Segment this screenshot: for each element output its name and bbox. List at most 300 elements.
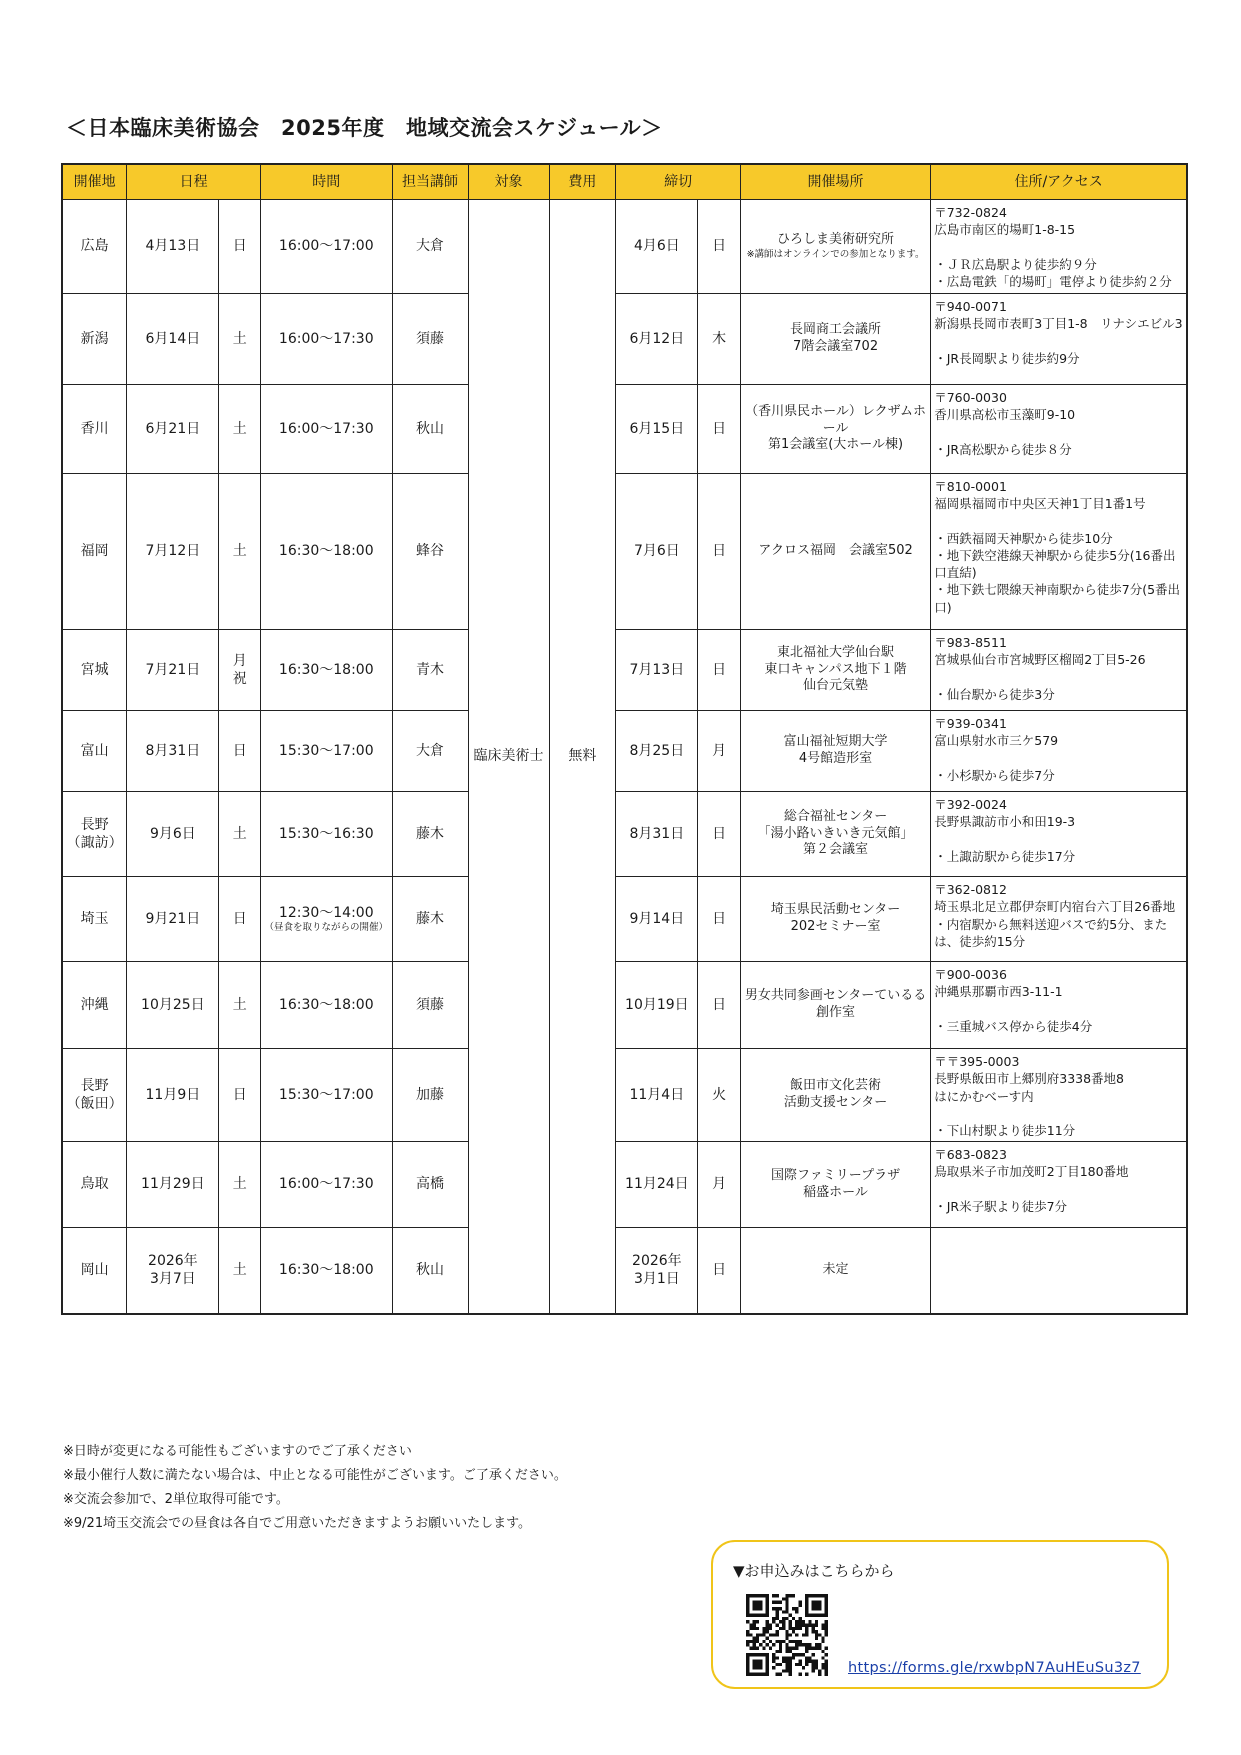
venue-cell [740, 294, 930, 385]
venue-cell [740, 962, 930, 1049]
address-line: ・三重城バス停から徒歩4分 [934, 1018, 1093, 1034]
date-cell [127, 385, 219, 474]
area-sub: （諏訪） [66, 835, 123, 851]
area-cell [62, 711, 127, 792]
event-date: 9月21日 [145, 910, 201, 927]
weekday: 土 [232, 543, 247, 560]
area-cell [62, 294, 127, 385]
event-time: 16:00～17:30 [278, 420, 374, 437]
note-item: ※日時が変更になる可能性もございますのでご了承ください [63, 1444, 412, 1459]
area-cell [62, 1228, 127, 1314]
event-time: 16:30～18:00 [278, 543, 374, 560]
deadline-weekday: 日 [712, 543, 727, 560]
date-cell [127, 1049, 219, 1142]
venue-name: 総合福祉センター [783, 808, 888, 824]
address-line: 〒760-0030 [934, 390, 1007, 405]
schedule-table [61, 163, 1188, 1315]
deadline-weekday-cell [698, 1142, 741, 1228]
time-cell [260, 792, 392, 877]
address-line: 新潟県長岡市表町3丁目1-8 リナシエビル3 [934, 316, 1183, 332]
note-item: ※最小催行人数に満たない場合は、中止となる可能性がございます。ご了承ください。 [63, 1468, 567, 1483]
table-row [62, 294, 1187, 385]
lecturer-name: 藤木 [416, 825, 445, 842]
weekday-cell [219, 474, 261, 630]
target-value: 臨床美術士 [473, 748, 544, 765]
deadline-weekday: 月 [712, 742, 727, 759]
venue-name: 国際ファミリープラザ [771, 1167, 901, 1183]
date-cell [127, 294, 219, 385]
deadline-weekday: 日 [712, 1262, 727, 1279]
weekday-cell [219, 200, 261, 294]
deadline-cell [616, 1142, 698, 1228]
venue-name: 埼玉県民活動センター [770, 902, 901, 918]
venue-cell [740, 474, 930, 630]
weekday: 日 [232, 742, 247, 759]
time-cell [260, 200, 392, 294]
lecturer-cell [392, 474, 468, 630]
lecturer-name: 藤木 [416, 910, 445, 927]
date-cell [127, 877, 219, 962]
venue-cell [740, 200, 930, 294]
deadline-weekday-cell [698, 474, 741, 630]
deadline-weekday: 月 [712, 1176, 727, 1193]
fee-cell [549, 200, 616, 1314]
address-line: ・地下鉄空港線天神駅から徒歩5分(16番出口直結) [934, 547, 1176, 580]
venue-name: 長岡商工会議所 [790, 322, 882, 338]
venue-name: （香川県民ホール）レクザムホール [745, 403, 926, 436]
date-cell [127, 630, 219, 711]
lecturer-name: 秋山 [416, 420, 445, 437]
header-fee: 費用 [549, 164, 616, 200]
table-header-row [62, 164, 1187, 200]
event-time: 15:30～16:30 [278, 825, 374, 842]
date-cell [127, 711, 219, 792]
deadline-date: 4月6日 [633, 238, 680, 255]
table-row [62, 200, 1187, 294]
weekday-cell [219, 792, 261, 877]
deadline-weekday-cell [698, 294, 741, 385]
venue-name: ひろしま美術研究所 [777, 231, 895, 247]
address-cell [931, 1228, 1187, 1314]
time-cell [260, 294, 392, 385]
address-gap [934, 831, 1183, 848]
venue-name: 男女共同参画センターているる [744, 988, 927, 1004]
weekday-cell [219, 1228, 261, 1314]
weekday-cell [219, 294, 261, 385]
time-cell [260, 385, 392, 474]
target-cell [468, 200, 549, 1314]
deadline-date: 8月31日 [629, 825, 685, 842]
address-cell [931, 1142, 1187, 1228]
fee-value: 無料 [568, 748, 597, 765]
address-line: 富山県射水市三ケ579 [934, 733, 1059, 749]
deadline-weekday: 日 [712, 420, 727, 437]
event-time: 15:30～17:00 [278, 742, 374, 759]
lecturer-name: 蜂谷 [416, 543, 445, 560]
table-row [62, 1142, 1187, 1228]
event-date: 10月25日 [141, 996, 205, 1013]
event-time: 16:00～17:00 [278, 238, 374, 255]
address-cell [931, 877, 1187, 962]
address-cell [931, 1049, 1187, 1142]
deadline-date: 10月19日 [625, 996, 689, 1013]
area-name: 岡山 [80, 1262, 109, 1279]
area-name: 富山 [80, 742, 109, 759]
time-note: （昼食を取りながらの開催） [264, 921, 389, 933]
deadline-weekday: 日 [712, 661, 727, 678]
weekday: 日 [232, 238, 247, 255]
weekday: 土 [232, 420, 247, 437]
area-cell [62, 792, 127, 877]
deadline-weekday-cell [698, 200, 741, 294]
lecturer-name: 高橋 [416, 1176, 445, 1193]
address-line: 〒940-0071 [934, 299, 1007, 314]
deadline-date: 9月14日 [629, 910, 685, 927]
area-name: 長野 [80, 816, 109, 833]
lecturer-cell [392, 877, 468, 962]
deadline-weekday: 日 [712, 996, 727, 1013]
time-cell [260, 474, 392, 630]
venue-note: ※講師はオンラインでの参加となります。 [746, 248, 925, 260]
address-cell [931, 792, 1187, 877]
address-line: ・内宿駅から無料送迎バスで約5分、または、徒歩約15分 [934, 916, 1168, 949]
address-line: 鳥取県米子市加茂町2丁目180番地 [934, 1164, 1129, 1180]
weekday: 土 [232, 996, 247, 1013]
deadline-cell [616, 630, 698, 711]
address-line: 〒732-0824 [934, 205, 1007, 220]
header-target: 対象 [468, 164, 549, 200]
lecturer-cell [392, 1228, 468, 1314]
table-row [62, 1228, 1187, 1314]
lecturer-cell [392, 962, 468, 1049]
lecturer-name: 須藤 [416, 330, 445, 347]
address-line: 宮城県仙台市宮城野区榴岡2丁目5-26 [934, 652, 1146, 668]
date-cell [127, 474, 219, 630]
deadline-cell [616, 385, 698, 474]
area-sub: （飯田） [66, 1096, 123, 1112]
table-row [62, 877, 1187, 962]
deadline-date: 2026年 [632, 1253, 682, 1270]
area-cell [62, 630, 127, 711]
lecturer-cell [392, 200, 468, 294]
venue-name-line2: 東口キャンパス地下１階 [764, 661, 907, 677]
deadline-weekday-cell [698, 962, 741, 1049]
address-line: ・JR高松駅から徒歩８分 [934, 441, 1072, 457]
event-time: 16:30～18:00 [278, 996, 374, 1013]
header-address: 住所/アクセス [931, 164, 1187, 200]
venue-cell [740, 1142, 930, 1228]
address-cell [931, 385, 1187, 474]
deadline-weekday-cell [698, 711, 741, 792]
weekday-cell [219, 1142, 261, 1228]
time-cell [260, 711, 392, 792]
address-line: 長野県飯田市上郷別府3338番地8 [934, 1071, 1124, 1087]
venue-name-line2: 「湯小路いきいき元気館」 [757, 825, 914, 841]
apply-box [711, 1540, 1169, 1689]
weekday-cell [219, 962, 261, 1049]
venue-cell [740, 385, 930, 474]
venue-cell [740, 711, 930, 792]
venue-name-line2: 4号館造形室 [798, 751, 873, 766]
weekday-cell [219, 877, 261, 962]
venue-name: 飯田市文化芸術 [790, 1078, 882, 1094]
address-line: 香川県高松市玉藻町9-10 [934, 407, 1076, 423]
area-name: 香川 [80, 420, 109, 437]
address-line: 埼玉県北足立郡伊奈町内宿台六丁目26番地 [934, 899, 1176, 915]
address-gap [934, 239, 1183, 256]
table-row [62, 962, 1187, 1049]
weekday: 土 [232, 1176, 247, 1193]
area-cell [62, 877, 127, 962]
area-name: 長野 [80, 1077, 109, 1094]
apply-link[interactable]: https://forms.gle/rxwbpN7AuHEuSu3z7 [848, 1660, 1141, 1676]
address-gap [934, 513, 1183, 530]
deadline-weekday-cell [698, 1228, 741, 1314]
lecturer-name: 秋山 [416, 1262, 445, 1279]
venue-name-line3: 仙台元気塾 [803, 678, 869, 694]
venue-cell [740, 630, 930, 711]
address-cell [931, 630, 1187, 711]
deadline-weekday-cell [698, 385, 741, 474]
venue-cell [740, 1049, 930, 1142]
address-line: ・ＪＲ広島駅より徒歩約９分 [934, 256, 1097, 272]
note-item: ※交流会参加で、2単位取得可能です。 [63, 1492, 289, 1507]
address-line: 〒983-8511 [934, 635, 1007, 650]
lecturer-name: 加藤 [416, 1086, 445, 1103]
event-time: 12:30～14:00 [278, 904, 374, 921]
header-venue: 開催場所 [740, 164, 930, 200]
area-cell [62, 474, 127, 630]
address-line: 〒683-0823 [934, 1147, 1007, 1162]
address-gap [934, 1105, 1183, 1122]
date-cell [127, 200, 219, 294]
venue-cell [740, 877, 930, 962]
lecturer-name: 大倉 [416, 742, 445, 759]
lecturer-cell [392, 294, 468, 385]
area-name: 新潟 [80, 330, 109, 347]
deadline-date: 7月13日 [629, 661, 685, 678]
address-line: はにかむべーす内 [934, 1088, 1034, 1104]
deadline-cell [616, 294, 698, 385]
note-item: ※9/21埼玉交流会での昼食は各自でご用意いただきますようお願いいたします。 [63, 1516, 532, 1531]
event-date: 4月13日 [145, 238, 201, 255]
area-cell [62, 1049, 127, 1142]
deadline-cell [616, 1228, 698, 1314]
deadline-weekday-cell [698, 792, 741, 877]
table-row [62, 630, 1187, 711]
event-date: 7月21日 [145, 661, 201, 678]
address-line: 〒362-0812 [934, 882, 1007, 897]
address-line: 沖縄県那覇市西3-11-1 [934, 984, 1063, 1000]
time-cell [260, 877, 392, 962]
table-row [62, 711, 1187, 792]
deadline-date-line2: 3月1日 [633, 1271, 680, 1288]
time-cell [260, 962, 392, 1049]
table-row [62, 385, 1187, 474]
deadline-cell [616, 877, 698, 962]
weekday-cell [219, 1049, 261, 1142]
deadline-date: 6月12日 [629, 330, 685, 347]
venue-name-line2: 創作室 [816, 1005, 856, 1020]
address-line: 〒〒395-0003 [934, 1054, 1020, 1069]
holiday-mark: 祝 [232, 671, 247, 687]
address-line: ・地下鉄七隈線天神南駅から徒歩7分(5番出口) [934, 582, 1181, 615]
address-gap [934, 333, 1183, 350]
lecturer-cell [392, 385, 468, 474]
lecturer-cell [392, 630, 468, 711]
deadline-date: 11月4日 [629, 1086, 685, 1103]
address-cell [931, 200, 1187, 294]
venue-name-line2: 第1会議室(大ホール棟) [767, 437, 904, 453]
deadline-weekday: 木 [712, 330, 727, 347]
header-deadline: 締切 [616, 164, 741, 200]
event-date: 8月31日 [145, 742, 201, 759]
time-cell [260, 1049, 392, 1142]
page-title: ＜日本臨床美術協会 2025年度 地域交流会スケジュール＞ [66, 116, 663, 140]
weekday-cell [219, 630, 261, 711]
weekday: 月 [232, 652, 247, 669]
deadline-weekday: 日 [712, 910, 727, 927]
address-line: ・小杉駅から徒歩7分 [934, 767, 1055, 783]
address-gap [934, 750, 1183, 767]
weekday: 日 [232, 910, 247, 927]
deadline-weekday: 火 [712, 1086, 727, 1103]
venue-name-line3: 第２会議室 [803, 842, 869, 858]
venue-cell [740, 1228, 930, 1314]
address-line: ・広島電鉄「的場町」電停より徒歩約２分 [934, 273, 1172, 289]
table-row [62, 792, 1187, 877]
address-line: 福岡県福岡市中央区天神1丁目1番1号 [934, 496, 1146, 512]
lecturer-cell [392, 711, 468, 792]
address-line: 広島市南区的場町1-8-15 [934, 222, 1076, 238]
date-cell [127, 1142, 219, 1228]
deadline-cell [616, 792, 698, 877]
venue-cell [740, 792, 930, 877]
address-gap [934, 1001, 1183, 1018]
lecturer-cell [392, 1049, 468, 1142]
address-line: 長野県諏訪市小和田19-3 [934, 814, 1076, 830]
address-line: ・仙台駅から徒歩3分 [934, 686, 1055, 702]
header-date: 日程 [127, 164, 261, 200]
area-name: 沖縄 [80, 996, 109, 1013]
area-cell [62, 962, 127, 1049]
area-cell [62, 200, 127, 294]
address-cell [931, 474, 1187, 630]
table-row [62, 1049, 1187, 1142]
table-row [62, 474, 1187, 630]
time-cell [260, 1228, 392, 1314]
area-name: 宮城 [80, 661, 109, 678]
address-line: 〒900-0036 [934, 967, 1007, 982]
event-date: 2026年 [148, 1253, 198, 1270]
address-gap [934, 424, 1183, 441]
address-line: 〒392-0024 [934, 797, 1007, 812]
venue-name: 東北福祉大学仙台駅 [777, 644, 895, 660]
deadline-weekday: 日 [712, 238, 727, 255]
weekday: 土 [232, 825, 247, 842]
venue-name-line2: 稲盛ホール [803, 1184, 868, 1200]
area-name: 埼玉 [80, 910, 109, 927]
address-line: ・西鉄福岡天神駅から徒歩10分 [934, 530, 1113, 546]
venue-name-line2: 活動支援センター [783, 1095, 888, 1110]
deadline-date: 7月6日 [633, 543, 680, 560]
time-cell [260, 630, 392, 711]
lecturer-name: 須藤 [416, 996, 445, 1013]
deadline-cell [616, 962, 698, 1049]
weekday-cell [219, 385, 261, 474]
qr-code-icon[interactable] [746, 1594, 828, 1676]
event-date: 11月29日 [141, 1176, 205, 1193]
area-cell [62, 1142, 127, 1228]
event-date-line2: 3月7日 [149, 1271, 196, 1288]
deadline-cell [616, 1049, 698, 1142]
venue-name: 富山福祉短期大学 [783, 734, 888, 750]
event-date: 7月12日 [145, 543, 201, 560]
venue-name-line2: 7階会議室702 [793, 339, 879, 354]
address-gap [934, 669, 1183, 686]
deadline-weekday: 日 [712, 825, 727, 842]
address-line: ・JR米子駅より徒歩7分 [934, 1198, 1068, 1214]
event-date: 9月6日 [149, 825, 196, 842]
deadline-weekday-cell [698, 1049, 741, 1142]
weekday: 日 [232, 1086, 247, 1103]
address-cell [931, 962, 1187, 1049]
header-area: 開催地 [62, 164, 127, 200]
address-line: 〒810-0001 [934, 479, 1007, 494]
lecturer-name: 大倉 [416, 238, 445, 255]
lecturer-cell [392, 792, 468, 877]
weekday-cell [219, 711, 261, 792]
header-lecturer: 担当講師 [392, 164, 468, 200]
deadline-date: 6月15日 [629, 420, 685, 437]
event-date: 6月14日 [145, 330, 201, 347]
event-time: 16:30～18:00 [278, 1262, 374, 1279]
deadline-cell [616, 474, 698, 630]
address-line: 〒939-0341 [934, 716, 1007, 731]
weekday: 土 [232, 330, 247, 347]
address-cell [931, 711, 1187, 792]
area-name: 広島 [80, 238, 109, 255]
event-time: 16:00～17:30 [278, 330, 374, 347]
apply-label: ▼お申込みはこちらから [733, 1562, 895, 1580]
deadline-date: 8月25日 [629, 742, 685, 759]
lecturer-cell [392, 1142, 468, 1228]
address-cell [931, 294, 1187, 385]
deadline-date: 11月24日 [625, 1176, 689, 1193]
deadline-cell [616, 711, 698, 792]
event-time: 16:30～18:00 [278, 661, 374, 678]
deadline-weekday-cell [698, 877, 741, 962]
time-cell [260, 1142, 392, 1228]
address-line: ・上諏訪駅から徒歩17分 [934, 848, 1076, 864]
deadline-weekday-cell [698, 630, 741, 711]
event-time: 15:30～17:00 [278, 1086, 374, 1103]
venue-name: 未定 [822, 1261, 849, 1277]
header-time: 時間 [260, 164, 392, 200]
venue-name: アクロス福岡 会議室502 [758, 543, 913, 559]
venue-name-line2: 202セミナー室 [790, 919, 881, 934]
date-cell [127, 1228, 219, 1314]
date-cell [127, 792, 219, 877]
notes [63, 1440, 567, 1536]
weekday: 土 [232, 1262, 247, 1279]
lecturer-name: 青木 [416, 661, 445, 678]
area-name: 鳥取 [80, 1176, 109, 1193]
date-cell [127, 962, 219, 1049]
area-cell [62, 385, 127, 474]
address-line: ・下山村駅より徒歩11分 [934, 1122, 1076, 1138]
deadline-cell [616, 200, 698, 294]
